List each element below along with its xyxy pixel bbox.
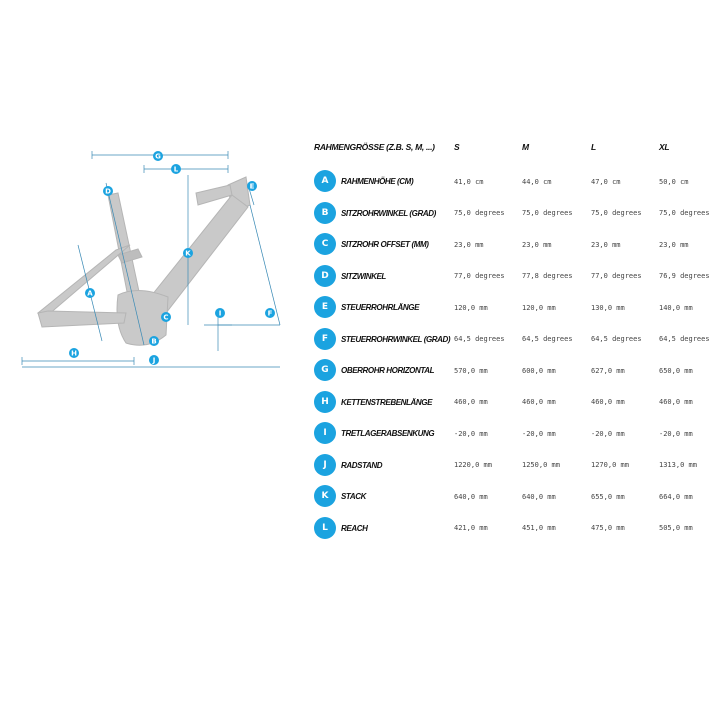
table-row [312, 261, 716, 293]
dimension-value: 460,0 mm [591, 398, 625, 407]
table-row [312, 355, 716, 387]
dimension-value: 421,0 mm [454, 524, 488, 533]
dimension-value: 1250,0 mm [522, 461, 560, 470]
dimension-value: 64,5 degrees [454, 335, 505, 344]
svg-text:F: F [267, 309, 273, 318]
dimension-value: 77,0 degrees [591, 272, 642, 281]
svg-text:E: E [249, 182, 255, 191]
svg-text:J: J [152, 356, 156, 365]
dimension-label: SITZROHRWINKEL (GRAD) [341, 208, 436, 218]
dimension-badge: H [314, 391, 336, 413]
dimension-value: 460,0 mm [522, 398, 556, 407]
frame-geometry-diagram [18, 145, 298, 375]
dimension-value: 1313,0 mm [659, 461, 697, 470]
dimension-value: 23,0 mm [522, 240, 552, 249]
table-row [312, 292, 716, 324]
dimension-value: 505,0 mm [659, 524, 693, 533]
dimension-label: RADSTAND [341, 460, 383, 470]
svg-text:L: L [173, 165, 179, 174]
dimension-value: 1220,0 mm [454, 461, 492, 470]
dimension-badge: D [314, 265, 336, 287]
dimension-label: SITZROHR OFFSET (MM) [341, 240, 429, 250]
dimension-value: 640,0 mm [454, 492, 488, 501]
dimension-value: 50,0 cm [659, 177, 689, 186]
dimension-label: REACH [341, 523, 368, 533]
dimension-label: STEUERROHRWINKEL (GRAD) [341, 334, 451, 344]
svg-text:D: D [105, 187, 111, 196]
dimension-value: 75,0 degrees [659, 209, 710, 218]
dimension-value: 77,0 degrees [454, 272, 505, 281]
dimension-badge: G [314, 359, 336, 381]
size-header-s: S [454, 142, 460, 152]
dimension-value: 44,0 cm [522, 177, 552, 186]
dimension-label: STACK [341, 492, 366, 502]
dimension-badge: B [314, 202, 336, 224]
table-row [312, 324, 716, 356]
dimension-value: 75,0 degrees [591, 209, 642, 218]
svg-text:C: C [163, 313, 169, 322]
svg-text:A: A [87, 289, 93, 298]
dimension-value: 140,0 mm [659, 303, 693, 312]
dimension-value: 75,0 degrees [454, 209, 505, 218]
dimension-value: -20,0 mm [591, 429, 625, 438]
table-row [312, 198, 716, 230]
dimension-label: SITZWINKEL [341, 271, 386, 281]
dimension-value: 41,0 cm [454, 177, 484, 186]
dimension-value: 640,0 mm [522, 492, 556, 501]
dimension-value: 64,5 degrees [522, 335, 573, 344]
dimension-value: 130,0 mm [591, 303, 625, 312]
dimension-value: 47,0 cm [591, 177, 621, 186]
dimension-badge: E [314, 296, 336, 318]
dimension-value: -20,0 mm [522, 429, 556, 438]
table-row [312, 418, 716, 450]
dimension-value: 1270,0 mm [591, 461, 629, 470]
dimension-label: KETTENSTREBENLÄNGE [341, 397, 433, 407]
dimension-label: STEUERROHRLÄNGE [341, 303, 420, 313]
dimension-label: OBERROHR HORIZONTAL [341, 366, 435, 376]
dimension-label: TRETLAGERABSENKUNG [341, 429, 435, 439]
size-header-xl: XL [659, 142, 670, 152]
dimension-value: 75,0 degrees [522, 209, 573, 218]
svg-text:I: I [218, 309, 222, 318]
dimension-value: 460,0 mm [454, 398, 488, 407]
table-row [312, 513, 716, 545]
dimension-value: 23,0 mm [591, 240, 621, 249]
dimension-value: 451,0 mm [522, 524, 556, 533]
dimension-value: 120,0 mm [522, 303, 556, 312]
dimension-value: 627,0 mm [591, 366, 625, 375]
dimension-value: 64,5 degrees [659, 335, 710, 344]
dimension-badge: A [314, 170, 336, 192]
dimension-value: 650,0 mm [659, 366, 693, 375]
dimension-value: 23,0 mm [454, 240, 484, 249]
dimension-value: 120,0 mm [454, 303, 488, 312]
dimension-badge: K [314, 485, 336, 507]
dimension-label: RAHMENHÖHE (CM) [341, 177, 414, 187]
dimension-value: -20,0 mm [454, 429, 488, 438]
dimension-value: -20,0 mm [659, 429, 693, 438]
dimension-value: 475,0 mm [591, 524, 625, 533]
dimension-value: 460,0 mm [659, 398, 693, 407]
table-row [312, 229, 716, 261]
table-row [312, 166, 716, 198]
table-row [312, 481, 716, 513]
size-header-label: RAHMENGRÖSSE (Z.B. S, M, ...) [314, 142, 435, 152]
table-row [312, 387, 716, 419]
dimension-badge: I [314, 422, 336, 444]
svg-text:H: H [71, 349, 77, 358]
svg-text:K: K [185, 249, 191, 258]
dimension-value: 23,0 mm [659, 240, 689, 249]
table-row [312, 450, 716, 482]
size-header-m: M [522, 142, 529, 152]
dimension-value: 664,0 mm [659, 492, 693, 501]
dimension-value: 655,0 mm [591, 492, 625, 501]
dimension-badge: L [314, 517, 336, 539]
dimension-value: 570,0 mm [454, 366, 488, 375]
dimension-value: 77,8 degrees [522, 272, 573, 281]
dimension-badge: C [314, 233, 336, 255]
dimension-badge: F [314, 328, 336, 350]
svg-text:G: G [155, 152, 161, 161]
dimension-value: 64,5 degrees [591, 335, 642, 344]
dimension-badge: J [314, 454, 336, 476]
dimension-value: 76,9 degrees [659, 272, 710, 281]
size-header-l: L [591, 142, 596, 152]
svg-text:B: B [151, 337, 157, 346]
dimension-value: 600,0 mm [522, 366, 556, 375]
